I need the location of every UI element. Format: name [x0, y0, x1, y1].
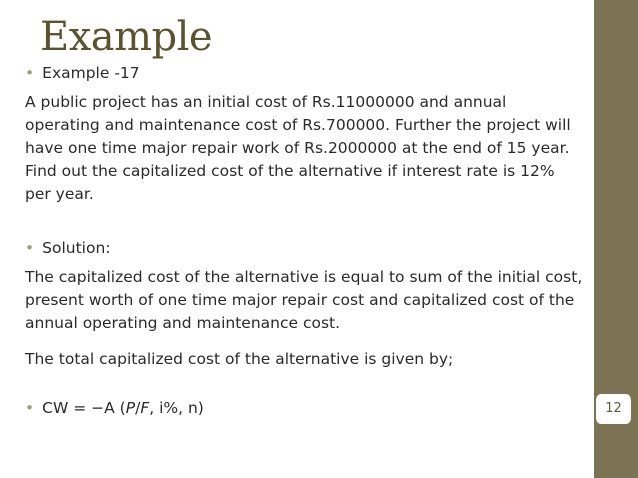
- solution-paragraph: [25, 266, 585, 335]
- solution-label: Solution:: [42, 239, 111, 257]
- example-label: Example -17: [42, 64, 140, 82]
- formula-p: P: [125, 399, 136, 417]
- formula-bullet: [25, 397, 204, 420]
- page-number: 12: [595, 394, 632, 424]
- formula-f: F: [140, 399, 150, 417]
- formula-slash: /: [135, 399, 141, 417]
- total-paragraph: [25, 348, 585, 371]
- solution-text: The capitalized cost of the alternative is equal to sum of the initial cost, present worth of one time major repair cost and capitalized cost of the annual operating and maintenance cost.: [25, 268, 583, 332]
- formula-prefix: CW = −A (: [42, 399, 126, 417]
- bullet-dot: •: [25, 64, 35, 82]
- total-text: The total capitalized cost of the alternative is given by;: [25, 350, 454, 368]
- formula-suffix: , i%, n): [149, 399, 204, 417]
- solution-bullet: [25, 237, 111, 260]
- problem-paragraph: [25, 91, 585, 206]
- bullet-dot: •: [25, 399, 35, 417]
- problem-text: A public project has an initial cost of Rs.11000000 and annual operating and maintenance cost of Rs.700000. Further the project will have one time major repair work of Rs.2000000 at the end of 15 year. Find out the capitalized cost of the alternative if interest rate is 12% per year.: [25, 93, 571, 203]
- bullet-dot: •: [25, 239, 35, 257]
- example-bullet: [25, 62, 140, 85]
- slide-title: Example: [40, 14, 213, 60]
